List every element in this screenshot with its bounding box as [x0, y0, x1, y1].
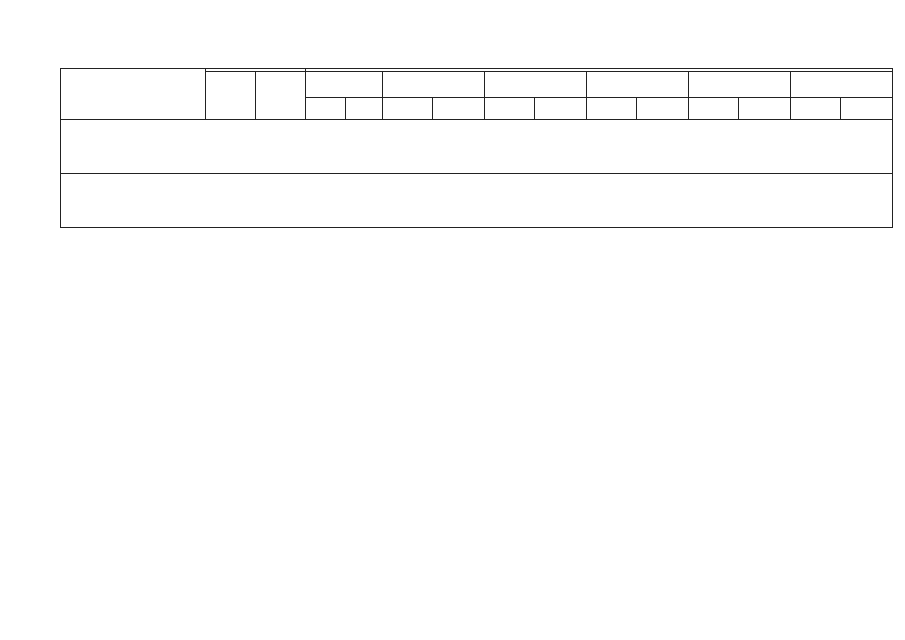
sub-ha	[689, 98, 739, 120]
sub-ha	[485, 98, 535, 120]
sub-ha	[791, 98, 841, 120]
density-4	[587, 72, 689, 98]
block2-header	[61, 174, 893, 228]
header-total-ha	[206, 72, 256, 120]
density-1	[306, 72, 383, 98]
density-3	[485, 72, 587, 98]
sub-m3	[739, 98, 791, 120]
header-total-m3	[256, 72, 306, 120]
sub-ha	[587, 98, 637, 120]
density-5	[689, 72, 791, 98]
sub-m3	[841, 98, 893, 120]
sub-m3	[346, 98, 383, 120]
density-2	[383, 72, 485, 98]
density-6	[791, 72, 893, 98]
sub-ha	[383, 98, 433, 120]
sub-m3	[535, 98, 587, 120]
calc-table	[60, 68, 893, 228]
header-indicators	[61, 69, 206, 120]
sub-ha	[306, 98, 346, 120]
block1-header	[61, 120, 893, 174]
sub-m3	[433, 98, 485, 120]
sub-m3	[637, 98, 689, 120]
